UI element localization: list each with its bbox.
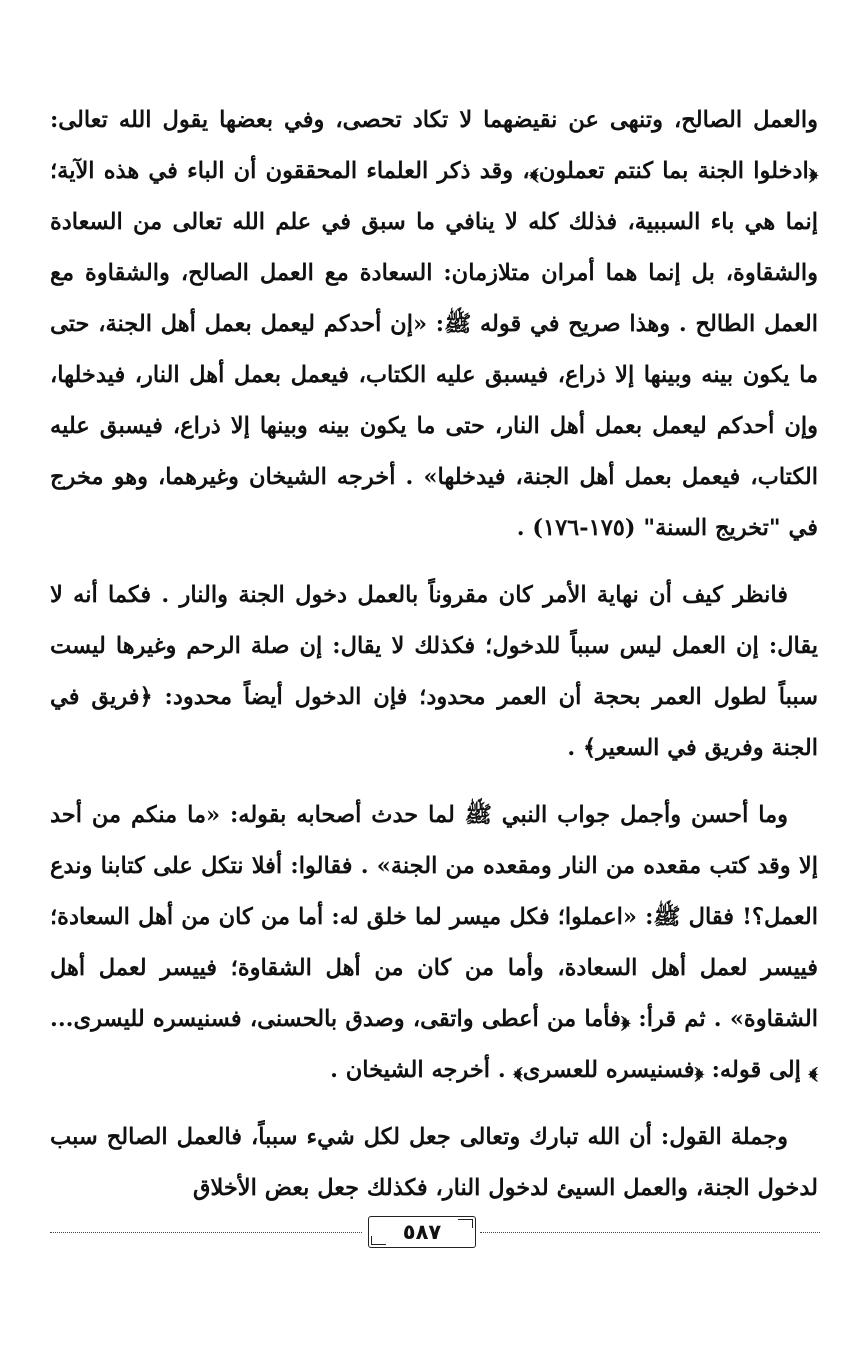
paragraph-3: وما أحسن وأجمل جواب النبي ﷺ لما حدث أصحابه بقوله: «ما منكم من أحد إلا وقد كتب مقعده من النار ومقعده من الجنة» . فقالوا: أفلا نتكل على كتابنا وندع العمل؟! فقال ﷺ: «اعملوا؛ فكل ميسر لما خلق له: أما من كان من أهل السعادة؛ فييسر لعمل أهل السعادة، وأما من كان من أهل الشقاوة؛ فييسر لعمل أهل الشقاوة» . ثم قرأ: ﴿فأما من أعطى واتقى، وصدق بالحسنى، فسنيسره لليسرى... ﴾ إلى قوله: ﴿فسنيسره للعسرى﴾ . أخرجه الشيخان . [50, 802, 818, 1083]
page-footer [50, 1220, 820, 1272]
page-number-frame [368, 1216, 476, 1248]
paragraph-2: فانظر كيف أن نهاية الأمر كان مقروناً بالعمل دخول الجنة والنار . فكما أنه لا يقال: إن العمل ليس سبباً للدخول؛ فكذلك لا يقال: إن صلة الرحم وغيرها ليست سبباً لطول العمر بحجة أن العمر محدود؛ فإن الدخول أيضاً محدود: ﴿فريق في الجنة وفريق في السعير﴾ . [50, 582, 818, 761]
paragraph-4: وجملة القول: أن الله تبارك وتعالى جعل لكل شيء سبباً، فالعمل الصالح سبب لدخول الجنة، والعمل السيئ لدخول النار، فكذلك جعل بعض الأخلاق [50, 1124, 818, 1201]
page-body [50, 95, 818, 1214]
page-number: ٥٨٧ [402, 1220, 442, 1244]
footer-rule-left [50, 1232, 362, 1233]
paragraph-1: والعمل الصالح، وتنهى عن نقيضهما لا تكاد تحصى، وفي بعضها يقول الله تعالى: ﴿ادخلوا الجنة بما كنتم تعملون﴾، وقد ذكر العلماء المحققون أن الباء في هذه الآية؛ إنما هي باء السببية، فذلك كله لا ينافي ما سبق في علم الله تعالى من السعادة والشقاوة، بل إنما هما أمران متلازمان: السعادة مع العمل الصالح، والشقاوة مع العمل الطالح . وهذا صريح في قوله ﷺ: «إن أحدكم ليعمل بعمل أهل الجنة، حتى ما يكون بينه وبينها إلا ذراع، فيسبق عليه الكتاب، فيعمل بعمل أهل النار، فيدخلها، وإن أحدكم ليعمل بعمل أهل النار، حتى ما يكون بينه وبينها إلا ذراع، فيسبق عليه الكتاب، فيعمل بعمل أهل الجنة، فيدخلها» . أخرجه الشيخان وغيرهما، وهو مخرج في "تخريج السنة" (١٧٥-١٧٦) . [50, 107, 818, 541]
footer-rule-right [480, 1232, 820, 1233]
